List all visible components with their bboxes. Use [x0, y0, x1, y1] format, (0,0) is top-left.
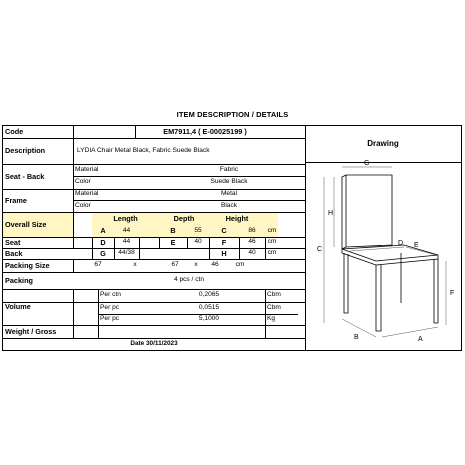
seat-back-color-label: Color: [75, 178, 91, 186]
dim-line-b: [342, 319, 376, 337]
page-title: ITEM DESCRIPTION / DETAILS: [176, 110, 289, 119]
volume-per-pc-label: Per pc: [100, 303, 120, 311]
drawing-title: Drawing: [367, 139, 399, 148]
dim-c-letter: C: [221, 226, 227, 236]
height-header: Height: [225, 213, 249, 223]
frame-label: Frame: [5, 195, 27, 205]
weight-per-pc-label: Per pc: [100, 315, 120, 323]
drawing-label-a: A: [418, 336, 423, 343]
description-label: Description: [5, 146, 46, 156]
dim-h-value: 40: [248, 249, 256, 257]
description-value: LYDIA Chair Metal Black, Fabric Suede Black: [77, 146, 210, 154]
chair-drawing: [306, 153, 462, 348]
seat-back-label: Seat - Back: [5, 171, 45, 181]
dim-h-letter: H: [221, 248, 227, 258]
chair-seat-edge: [342, 249, 438, 265]
packing-x1: x: [133, 261, 137, 269]
chair-backrest: [346, 175, 392, 247]
chair-seat: [342, 245, 438, 261]
dim-g-letter: G: [100, 248, 106, 258]
overall-unit: cm: [267, 226, 277, 234]
drawing-label-c: C: [317, 246, 323, 253]
frame-material-label: Material: [75, 190, 99, 198]
seat-back-material: Fabric: [219, 165, 239, 173]
frame-color: Black: [220, 201, 238, 209]
chair-leg-back-left: [344, 253, 348, 313]
code-value: EM7911,4 ( E-00025199 ): [163, 127, 247, 137]
dim-g-value: 44/38: [118, 249, 135, 257]
frame-material: Metal: [220, 190, 238, 198]
dim-b-letter: B: [170, 226, 176, 236]
chair-leg-front-right: [434, 259, 438, 323]
drawing-label-f: F: [450, 290, 455, 297]
drawing-label-b: B: [354, 334, 359, 341]
frame-color-label: Color: [75, 201, 91, 209]
seat-dims-label: Seat: [5, 237, 21, 247]
dim-d-letter: D: [100, 237, 106, 247]
packing-x2: x: [194, 261, 198, 269]
code-label: Code: [5, 127, 24, 137]
packing-size-label: Packing Size: [5, 260, 50, 270]
dim-a-letter: A: [100, 226, 106, 236]
dim-f-letter: F: [221, 237, 227, 247]
packing-length: 67: [94, 261, 102, 269]
volume-per-ctn-label: Per ctn: [100, 290, 121, 298]
dim-e-letter: E: [170, 237, 176, 247]
packing-label: Packing: [5, 275, 33, 285]
volume-per-pc-unit: Cbm: [267, 303, 281, 311]
weight-label: Weight / Gross: [5, 326, 57, 336]
dim-c-value: 86: [248, 226, 256, 234]
packing-width: 67: [171, 261, 179, 269]
length-header: Length: [113, 213, 138, 223]
drawing-label-d: D: [398, 240, 404, 247]
volume-per-ctn-unit: Cbm: [267, 290, 281, 298]
date-text: Date 30/11/2023: [130, 339, 178, 347]
dim-line-e: [406, 247, 436, 255]
dim-line-a: [382, 327, 438, 337]
dim-b-value: 55: [194, 226, 202, 234]
dim-a-value: 44: [122, 226, 131, 234]
overall-size-label: Overall Size: [5, 220, 47, 230]
depth-header: Depth: [173, 213, 195, 223]
packing-unit: cm: [235, 261, 245, 269]
packing-value: 4 pcs / ctn: [173, 276, 205, 284]
weight-per-pc: 5,1000: [198, 315, 220, 323]
volume-per-pc: 0,0515: [198, 303, 220, 311]
back-unit: cm: [267, 249, 277, 257]
volume-per-ctn: 0,2065: [198, 290, 220, 298]
chair-backrest-side: [342, 175, 346, 249]
seat-back-color: Suede Black: [210, 178, 248, 186]
volume-label: Volume: [5, 302, 31, 312]
seat-back-material-label: Material: [75, 165, 99, 173]
packing-height: 46: [211, 261, 219, 269]
drawing-label-h: H: [328, 210, 334, 217]
dim-d-value: 44: [122, 238, 131, 246]
dim-e-value: 40: [194, 238, 202, 246]
spec-sheet: [2, 125, 462, 351]
drawing-label-e: E: [414, 242, 419, 249]
dim-f-value: 46: [248, 238, 256, 246]
seat-unit: cm: [267, 238, 277, 246]
chair-leg-front-left: [376, 265, 381, 331]
drawing-label-g: G: [364, 160, 370, 167]
back-dims-label: Back: [5, 248, 23, 258]
weight-unit: Kg: [267, 315, 276, 323]
